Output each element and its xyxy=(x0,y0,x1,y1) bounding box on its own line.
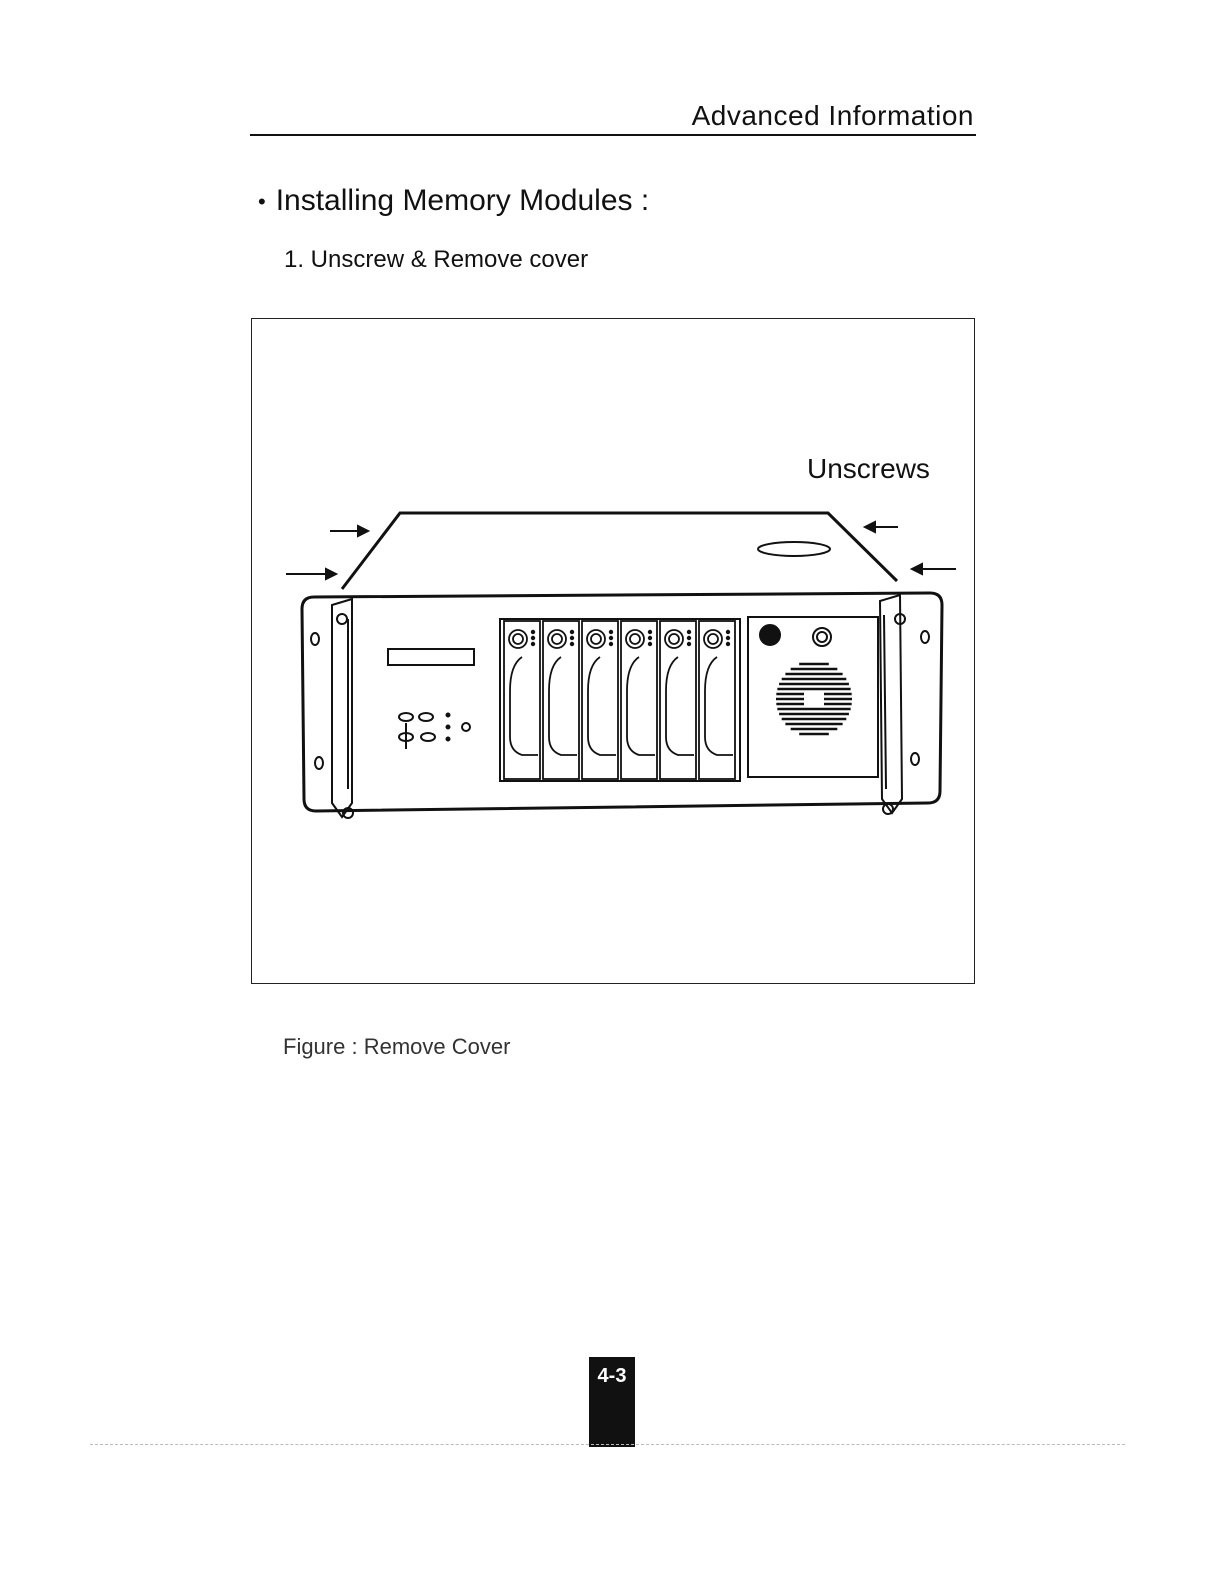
step-text: 1. Unscrew & Remove cover xyxy=(284,246,589,273)
drive-tray xyxy=(543,621,579,779)
figure-remove-cover xyxy=(251,318,975,984)
chassis-illustration xyxy=(252,319,976,985)
drive-tray xyxy=(504,621,540,779)
drive-tray xyxy=(621,621,657,779)
drive-tray xyxy=(582,621,618,779)
page-number: 4-3 xyxy=(597,1365,627,1387)
figure-caption: Figure : Remove Cover xyxy=(283,1034,511,1059)
page-number-tab xyxy=(589,1357,635,1447)
section-title xyxy=(258,184,649,218)
drive-tray xyxy=(699,621,735,779)
fan-grille xyxy=(776,664,852,734)
bullet-icon: • xyxy=(258,189,266,215)
unscrews-label: Unscrews xyxy=(807,453,930,484)
header-rule xyxy=(250,134,976,136)
section-title-text: Installing Memory Modules : xyxy=(275,184,650,217)
drive-tray xyxy=(660,621,696,779)
footer-rule xyxy=(90,1444,1125,1445)
header-title: Advanced Information xyxy=(691,100,974,131)
